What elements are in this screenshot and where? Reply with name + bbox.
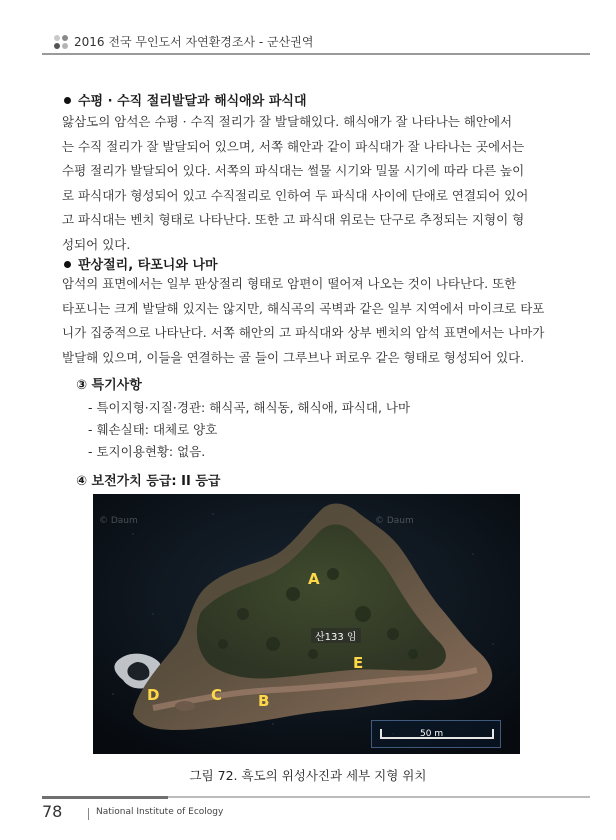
section2-heading-text: 판상절리, 타포니와 나마	[78, 258, 218, 273]
header-dots-icon	[54, 35, 68, 49]
section1-heading-text: 수평 · 수직 절리발달과 해식애와 파식대	[78, 94, 307, 109]
scale-box	[371, 720, 501, 748]
watermark-left: © Daum	[99, 516, 138, 526]
island-image	[93, 494, 520, 754]
point-label-d: D	[147, 686, 160, 704]
section3-heading: ③ 특기사항	[76, 378, 142, 393]
elevation-label: 산133 임	[311, 628, 361, 643]
dot-4	[62, 43, 68, 49]
dot-2	[62, 35, 68, 41]
header-title: 2016 전국 무인도서 자연환경조사 - 군산권역	[74, 35, 314, 49]
figure-caption: 그림 72. 흑도의 위성사진과 세부 지형 위치	[189, 768, 427, 783]
section2-line-3: 니가 집중적으로 나타난다. 서쪽 해안의 고 파식대와 상부 벤치의 암석 표면에서는 나마가	[62, 325, 545, 340]
dot-1	[54, 35, 60, 41]
bullet-icon	[64, 97, 71, 104]
special-item-3: - 토지이용현황: 없음.	[88, 444, 206, 459]
point-label-a: A	[308, 570, 320, 588]
satellite-photo	[93, 494, 520, 754]
section2-line-1: 암석의 표면에서는 일부 판상절리 형태로 암편이 떨어져 나오는 것이 나타난다. 또한	[62, 276, 517, 291]
section1-line-3: 수평 절리가 발달되어 있다. 서쪽의 파식대는 썰물 시기와 밀물 시기에 따라 다른 높이	[62, 163, 525, 178]
header-rule	[42, 53, 590, 55]
section1-line-2: 는 수직 절리가 잘 발달되어 있으며, 서쪽 해안과 같이 파식대가 잘 나타나는 곳에서는	[62, 138, 525, 154]
footer-institute: National Institute of Ecology	[96, 807, 224, 817]
dot-3	[54, 43, 60, 49]
scale-label: 50 m	[420, 729, 444, 739]
section1-heading	[62, 90, 307, 109]
footer-separator	[88, 808, 89, 820]
section1-line-6: 성되어 있다.	[62, 236, 131, 252]
section4-heading: ④ 보전가치 등급: II 등급	[76, 474, 221, 489]
special-item-2: - 훼손실태: 대체로 양호	[88, 422, 218, 437]
running-header	[42, 28, 590, 52]
section2-line-4: 발달해 있으며, 이들을 연결하는 골 들이 그루브나 퍼로우 같은 형태로 형성되어 있다.	[62, 349, 525, 365]
footer-rule-accent	[42, 796, 168, 799]
section1-line-4: 로 파식대가 형성되어 있고 수직절리로 인하여 두 파식대 사이에 단애로 연결되어 있어	[62, 187, 529, 203]
section2-line-2: 타포니는 크게 발달해 있지는 않지만, 해식곡의 곡벽과 같은 일부 지역에서 마이크로 타포	[62, 300, 545, 316]
point-label-c: C	[211, 686, 223, 704]
section1-line-1: 앓삼도의 암석은 수평 · 수직 절리가 잘 발달해있다. 해식애가 잘 나타나는 해안에서	[62, 114, 513, 129]
point-label-e: E	[353, 654, 364, 672]
section2-heading	[62, 254, 218, 273]
page-number: 78	[42, 802, 63, 821]
point-label-b: B	[258, 692, 270, 710]
bullet-icon	[64, 261, 71, 268]
special-item-1: - 특이지형·지질·경관: 해식곡, 해식동, 해식애, 파식대, 나마	[88, 400, 411, 415]
watermark-right: © Daum	[375, 516, 414, 526]
section1-line-5: 고 파식대는 벤치 형태로 나타난다. 또한 고 파식대 위로는 단구로 추정되는 지형이 형	[62, 212, 525, 227]
